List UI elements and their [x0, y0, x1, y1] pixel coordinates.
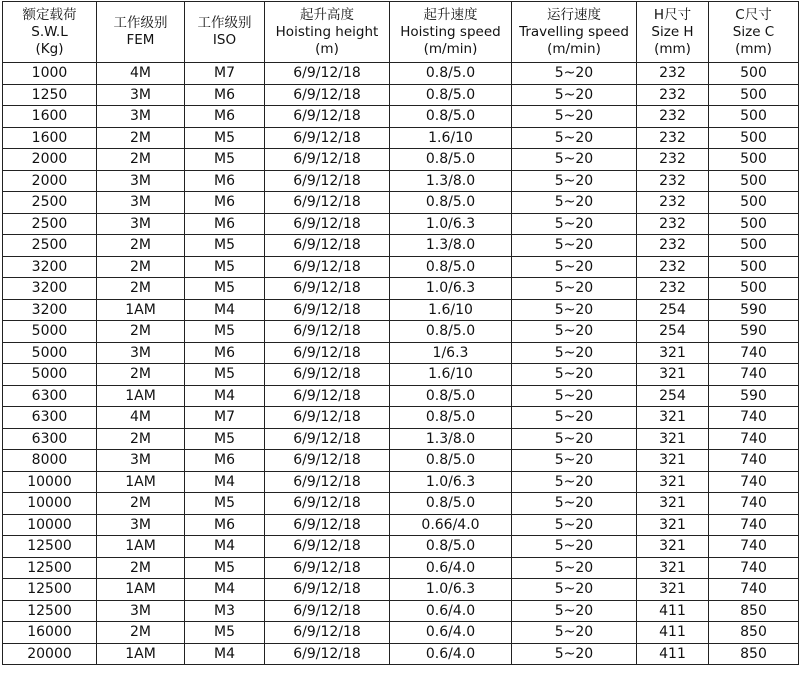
table-body	[3, 63, 799, 665]
cell-hoisting-height: 6/9/12/18	[265, 63, 390, 85]
cell-swl: 2500	[3, 235, 97, 257]
table-row	[3, 342, 799, 364]
cell-hoisting-speed: 0.8/5.0	[390, 536, 512, 558]
cell-size-h: 411	[637, 600, 709, 622]
cell-size-c: 500	[709, 170, 799, 192]
cell-iso: M5	[185, 235, 265, 257]
cell-size-c: 850	[709, 643, 799, 665]
table-row	[3, 235, 799, 257]
cell-iso: M6	[185, 170, 265, 192]
cell-travelling-speed: 5~20	[512, 170, 637, 192]
cell-hoisting-speed: 0.8/5.0	[390, 321, 512, 343]
cell-iso: M4	[185, 643, 265, 665]
cell-size-c: 500	[709, 127, 799, 149]
cell-swl: 1600	[3, 106, 97, 128]
cell-iso: M7	[185, 63, 265, 85]
cell-travelling-speed: 5~20	[512, 471, 637, 493]
cell-hoisting-height: 6/9/12/18	[265, 213, 390, 235]
cell-size-h: 321	[637, 364, 709, 386]
cell-hoisting-speed: 0.8/5.0	[390, 63, 512, 85]
cell-iso: M4	[185, 385, 265, 407]
header-size-h-zh: H尺寸	[653, 6, 692, 23]
table-row	[3, 450, 799, 472]
header-size-h	[637, 2, 709, 63]
table-row	[3, 643, 799, 665]
cell-travelling-speed: 5~20	[512, 63, 637, 85]
table-row	[3, 299, 799, 321]
cell-hoisting-speed: 1/6.3	[390, 342, 512, 364]
cell-size-h: 232	[637, 84, 709, 106]
cell-swl: 12500	[3, 557, 97, 579]
cell-size-c: 850	[709, 600, 799, 622]
cell-size-h: 254	[637, 299, 709, 321]
header-hoisting-speed-zh: 起升速度	[423, 6, 478, 23]
cell-size-c: 740	[709, 514, 799, 536]
cell-size-h: 232	[637, 235, 709, 257]
header-size-h-en: Size H	[651, 23, 694, 40]
cell-travelling-speed: 5~20	[512, 256, 637, 278]
cell-iso: M5	[185, 493, 265, 515]
table-row	[3, 407, 799, 429]
cell-hoisting-speed: 0.6/4.0	[390, 600, 512, 622]
header-fem-zh: 工作级别	[113, 15, 168, 31]
cell-travelling-speed: 5~20	[512, 493, 637, 515]
cell-hoisting-speed: 0.6/4.0	[390, 643, 512, 665]
cell-size-h: 321	[637, 493, 709, 515]
cell-iso: M6	[185, 84, 265, 106]
cell-swl: 2000	[3, 149, 97, 171]
table-row	[3, 579, 799, 601]
cell-travelling-speed: 5~20	[512, 428, 637, 450]
cell-hoisting-height: 6/9/12/18	[265, 299, 390, 321]
cell-size-c: 740	[709, 364, 799, 386]
cell-size-h: 232	[637, 192, 709, 214]
cell-fem: 3M	[97, 192, 185, 214]
cell-hoisting-height: 6/9/12/18	[265, 321, 390, 343]
cell-iso: M6	[185, 106, 265, 128]
cell-swl: 6300	[3, 385, 97, 407]
cell-travelling-speed: 5~20	[512, 84, 637, 106]
cell-hoisting-height: 6/9/12/18	[265, 84, 390, 106]
cell-iso: M7	[185, 407, 265, 429]
cell-hoisting-height: 6/9/12/18	[265, 364, 390, 386]
cell-swl: 3200	[3, 299, 97, 321]
cell-hoisting-speed: 0.8/5.0	[390, 84, 512, 106]
cell-hoisting-speed: 1.0/6.3	[390, 579, 512, 601]
cell-hoisting-height: 6/9/12/18	[265, 471, 390, 493]
header-size-c-unit: (mm)	[735, 40, 772, 57]
cell-size-c: 500	[709, 256, 799, 278]
cell-hoisting-height: 6/9/12/18	[265, 256, 390, 278]
table-row	[3, 278, 799, 300]
cell-swl: 2000	[3, 170, 97, 192]
cell-hoisting-speed: 1.0/6.3	[390, 471, 512, 493]
cell-travelling-speed: 5~20	[512, 299, 637, 321]
cell-swl: 12500	[3, 600, 97, 622]
cell-fem: 2M	[97, 256, 185, 278]
cell-size-h: 232	[637, 127, 709, 149]
cell-size-c: 590	[709, 321, 799, 343]
cell-size-c: 740	[709, 428, 799, 450]
cell-travelling-speed: 5~20	[512, 192, 637, 214]
cell-swl: 2500	[3, 213, 97, 235]
cell-hoisting-height: 6/9/12/18	[265, 149, 390, 171]
cell-size-h: 232	[637, 106, 709, 128]
header-travelling-speed-en: Travelling speed	[519, 23, 629, 40]
cell-size-h: 254	[637, 385, 709, 407]
cell-hoisting-height: 6/9/12/18	[265, 106, 390, 128]
table-row	[3, 493, 799, 515]
cell-fem: 1AM	[97, 536, 185, 558]
cell-travelling-speed: 5~20	[512, 342, 637, 364]
cell-iso: M5	[185, 278, 265, 300]
header-iso-en: ISO	[212, 32, 237, 48]
cell-size-h: 321	[637, 428, 709, 450]
cell-iso: M6	[185, 213, 265, 235]
cell-size-h: 321	[637, 579, 709, 601]
cell-size-h: 232	[637, 170, 709, 192]
header-iso-zh: 工作级别	[197, 15, 252, 31]
cell-swl: 12500	[3, 579, 97, 601]
cell-size-h: 232	[637, 256, 709, 278]
cell-hoisting-speed: 0.8/5.0	[390, 493, 512, 515]
table-row	[3, 149, 799, 171]
table-row	[3, 364, 799, 386]
cell-hoisting-speed: 0.66/4.0	[390, 514, 512, 536]
cell-iso: M3	[185, 600, 265, 622]
cell-iso: M4	[185, 471, 265, 493]
cell-size-h: 411	[637, 622, 709, 644]
header-hoisting-height-zh: 起升高度	[300, 6, 354, 23]
cell-swl: 20000	[3, 643, 97, 665]
cell-fem: 4M	[97, 407, 185, 429]
cell-travelling-speed: 5~20	[512, 278, 637, 300]
table-row	[3, 600, 799, 622]
header-hoisting-height-unit: (m)	[315, 40, 339, 57]
header-swl-unit: (Kg)	[35, 40, 64, 57]
cell-size-c: 740	[709, 471, 799, 493]
header-travelling-speed-unit: (m/min)	[547, 40, 601, 57]
cell-iso: M5	[185, 149, 265, 171]
cell-hoisting-height: 6/9/12/18	[265, 579, 390, 601]
cell-swl: 1250	[3, 84, 97, 106]
cell-iso: M5	[185, 321, 265, 343]
cell-swl: 6300	[3, 428, 97, 450]
header-hoisting-height	[265, 2, 390, 63]
cell-size-c: 740	[709, 536, 799, 558]
header-swl	[3, 2, 97, 63]
cell-swl: 10000	[3, 471, 97, 493]
cell-hoisting-height: 6/9/12/18	[265, 514, 390, 536]
cell-fem: 3M	[97, 213, 185, 235]
cell-size-h: 232	[637, 278, 709, 300]
cell-hoisting-height: 6/9/12/18	[265, 235, 390, 257]
cell-size-c: 740	[709, 342, 799, 364]
cell-swl: 5000	[3, 321, 97, 343]
cell-travelling-speed: 5~20	[512, 643, 637, 665]
cell-hoisting-speed: 1.0/6.3	[390, 278, 512, 300]
header-fem	[97, 2, 185, 63]
cell-fem: 2M	[97, 557, 185, 579]
cell-fem: 2M	[97, 364, 185, 386]
cell-size-c: 500	[709, 106, 799, 128]
cell-hoisting-height: 6/9/12/18	[265, 278, 390, 300]
cell-fem: 4M	[97, 63, 185, 85]
cell-size-c: 500	[709, 84, 799, 106]
cell-hoisting-speed: 0.8/5.0	[390, 192, 512, 214]
cell-travelling-speed: 5~20	[512, 106, 637, 128]
cell-travelling-speed: 5~20	[512, 385, 637, 407]
cell-hoisting-speed: 0.6/4.0	[390, 557, 512, 579]
header-travelling-speed-zh: 运行速度	[547, 6, 601, 23]
cell-hoisting-speed: 1.6/10	[390, 127, 512, 149]
table-row	[3, 170, 799, 192]
cell-hoisting-speed: 0.6/4.0	[390, 622, 512, 644]
table-row	[3, 192, 799, 214]
table-row	[3, 471, 799, 493]
cell-hoisting-height: 6/9/12/18	[265, 428, 390, 450]
cell-fem: 3M	[97, 84, 185, 106]
cell-travelling-speed: 5~20	[512, 213, 637, 235]
cell-size-h: 411	[637, 643, 709, 665]
header-hoisting-speed	[390, 2, 512, 63]
cell-size-h: 321	[637, 450, 709, 472]
table-row	[3, 622, 799, 644]
cell-fem: 3M	[97, 600, 185, 622]
cell-hoisting-height: 6/9/12/18	[265, 170, 390, 192]
cell-iso: M5	[185, 428, 265, 450]
hoist-spec-table	[2, 1, 799, 665]
cell-hoisting-height: 6/9/12/18	[265, 600, 390, 622]
cell-swl: 1000	[3, 63, 97, 85]
table-row	[3, 63, 799, 85]
cell-size-h: 321	[637, 342, 709, 364]
cell-size-c: 500	[709, 63, 799, 85]
cell-fem: 3M	[97, 514, 185, 536]
cell-hoisting-height: 6/9/12/18	[265, 536, 390, 558]
header-fem-en: FEM	[126, 32, 155, 48]
cell-size-h: 232	[637, 213, 709, 235]
cell-size-h: 321	[637, 471, 709, 493]
cell-swl: 5000	[3, 364, 97, 386]
cell-fem: 2M	[97, 321, 185, 343]
cell-iso: M4	[185, 579, 265, 601]
table-row	[3, 536, 799, 558]
cell-fem: 1AM	[97, 471, 185, 493]
cell-size-h: 254	[637, 321, 709, 343]
cell-travelling-speed: 5~20	[512, 235, 637, 257]
cell-swl: 10000	[3, 514, 97, 536]
cell-swl: 2500	[3, 192, 97, 214]
cell-size-c: 590	[709, 385, 799, 407]
header-iso	[185, 2, 265, 63]
cell-hoisting-height: 6/9/12/18	[265, 557, 390, 579]
cell-fem: 2M	[97, 235, 185, 257]
cell-travelling-speed: 5~20	[512, 557, 637, 579]
cell-hoisting-height: 6/9/12/18	[265, 622, 390, 644]
header-size-c	[709, 2, 799, 63]
cell-fem: 1AM	[97, 643, 185, 665]
cell-size-c: 740	[709, 407, 799, 429]
cell-travelling-speed: 5~20	[512, 407, 637, 429]
cell-iso: M5	[185, 622, 265, 644]
cell-swl: 8000	[3, 450, 97, 472]
cell-size-c: 590	[709, 299, 799, 321]
cell-hoisting-height: 6/9/12/18	[265, 192, 390, 214]
cell-swl: 3200	[3, 278, 97, 300]
header-size-c-en: Size C	[732, 23, 775, 40]
table-row	[3, 321, 799, 343]
cell-size-h: 321	[637, 557, 709, 579]
cell-travelling-speed: 5~20	[512, 600, 637, 622]
cell-fem: 3M	[97, 170, 185, 192]
cell-travelling-speed: 5~20	[512, 579, 637, 601]
cell-hoisting-height: 6/9/12/18	[265, 493, 390, 515]
table-row	[3, 385, 799, 407]
cell-travelling-speed: 5~20	[512, 536, 637, 558]
cell-iso: M5	[185, 557, 265, 579]
cell-iso: M5	[185, 364, 265, 386]
cell-iso: M4	[185, 536, 265, 558]
cell-swl: 12500	[3, 536, 97, 558]
cell-swl: 16000	[3, 622, 97, 644]
header-swl-en: S.W.L	[31, 23, 68, 40]
cell-iso: M6	[185, 450, 265, 472]
cell-travelling-speed: 5~20	[512, 514, 637, 536]
cell-iso: M6	[185, 342, 265, 364]
cell-travelling-speed: 5~20	[512, 321, 637, 343]
cell-swl: 5000	[3, 342, 97, 364]
cell-travelling-speed: 5~20	[512, 450, 637, 472]
cell-size-c: 500	[709, 149, 799, 171]
cell-fem: 2M	[97, 622, 185, 644]
cell-size-h: 232	[637, 63, 709, 85]
cell-size-c: 740	[709, 450, 799, 472]
cell-size-c: 740	[709, 579, 799, 601]
cell-travelling-speed: 5~20	[512, 149, 637, 171]
cell-travelling-speed: 5~20	[512, 364, 637, 386]
cell-size-c: 500	[709, 278, 799, 300]
cell-fem: 2M	[97, 127, 185, 149]
cell-fem: 2M	[97, 428, 185, 450]
cell-fem: 1AM	[97, 579, 185, 601]
cell-fem: 3M	[97, 106, 185, 128]
cell-swl: 10000	[3, 493, 97, 515]
cell-hoisting-height: 6/9/12/18	[265, 407, 390, 429]
cell-hoisting-speed: 1.6/10	[390, 299, 512, 321]
table-row	[3, 213, 799, 235]
cell-size-c: 500	[709, 192, 799, 214]
cell-iso: M5	[185, 127, 265, 149]
header-travelling-speed	[512, 2, 637, 63]
cell-hoisting-height: 6/9/12/18	[265, 450, 390, 472]
cell-hoisting-speed: 1.0/6.3	[390, 213, 512, 235]
cell-fem: 1AM	[97, 299, 185, 321]
cell-fem: 3M	[97, 342, 185, 364]
table-row	[3, 514, 799, 536]
table-row	[3, 84, 799, 106]
cell-size-c: 740	[709, 557, 799, 579]
header-hoisting-speed-en: Hoisting speed	[400, 23, 501, 40]
cell-size-c: 500	[709, 213, 799, 235]
table-row	[3, 557, 799, 579]
cell-swl: 6300	[3, 407, 97, 429]
cell-swl: 3200	[3, 256, 97, 278]
cell-iso: M6	[185, 514, 265, 536]
header-swl-zh: 额定载荷	[22, 6, 77, 23]
cell-hoisting-height: 6/9/12/18	[265, 342, 390, 364]
table-row	[3, 256, 799, 278]
cell-hoisting-speed: 1.6/10	[390, 364, 512, 386]
cell-size-h: 321	[637, 536, 709, 558]
cell-fem: 2M	[97, 493, 185, 515]
cell-iso: M6	[185, 192, 265, 214]
cell-hoisting-speed: 1.3/8.0	[390, 428, 512, 450]
header-hoisting-speed-unit: (m/min)	[423, 40, 478, 57]
cell-size-c: 850	[709, 622, 799, 644]
cell-fem: 3M	[97, 450, 185, 472]
table-row	[3, 428, 799, 450]
cell-hoisting-speed: 0.8/5.0	[390, 450, 512, 472]
cell-size-c: 500	[709, 235, 799, 257]
header-hoisting-height-en: Hoisting height	[275, 23, 379, 40]
cell-size-h: 321	[637, 407, 709, 429]
cell-hoisting-height: 6/9/12/18	[265, 385, 390, 407]
cell-hoisting-height: 6/9/12/18	[265, 127, 390, 149]
cell-fem: 1AM	[97, 385, 185, 407]
cell-travelling-speed: 5~20	[512, 622, 637, 644]
cell-travelling-speed: 5~20	[512, 127, 637, 149]
header-row	[3, 2, 799, 63]
table-row	[3, 106, 799, 128]
cell-fem: 2M	[97, 149, 185, 171]
header-size-c-zh: C尺寸	[735, 6, 772, 23]
cell-hoisting-speed: 0.8/5.0	[390, 256, 512, 278]
cell-swl: 1600	[3, 127, 97, 149]
cell-size-h: 321	[637, 514, 709, 536]
cell-hoisting-speed: 1.3/8.0	[390, 170, 512, 192]
cell-hoisting-speed: 0.8/5.0	[390, 106, 512, 128]
cell-iso: M5	[185, 256, 265, 278]
table-row	[3, 127, 799, 149]
cell-size-c: 740	[709, 493, 799, 515]
cell-hoisting-speed: 1.3/8.0	[390, 235, 512, 257]
cell-hoisting-speed: 0.8/5.0	[390, 149, 512, 171]
header-size-h-unit: (mm)	[654, 40, 691, 57]
cell-hoisting-height: 6/9/12/18	[265, 643, 390, 665]
cell-hoisting-speed: 0.8/5.0	[390, 407, 512, 429]
cell-iso: M4	[185, 299, 265, 321]
cell-size-h: 232	[637, 149, 709, 171]
cell-fem: 2M	[97, 278, 185, 300]
cell-hoisting-speed: 0.8/5.0	[390, 385, 512, 407]
